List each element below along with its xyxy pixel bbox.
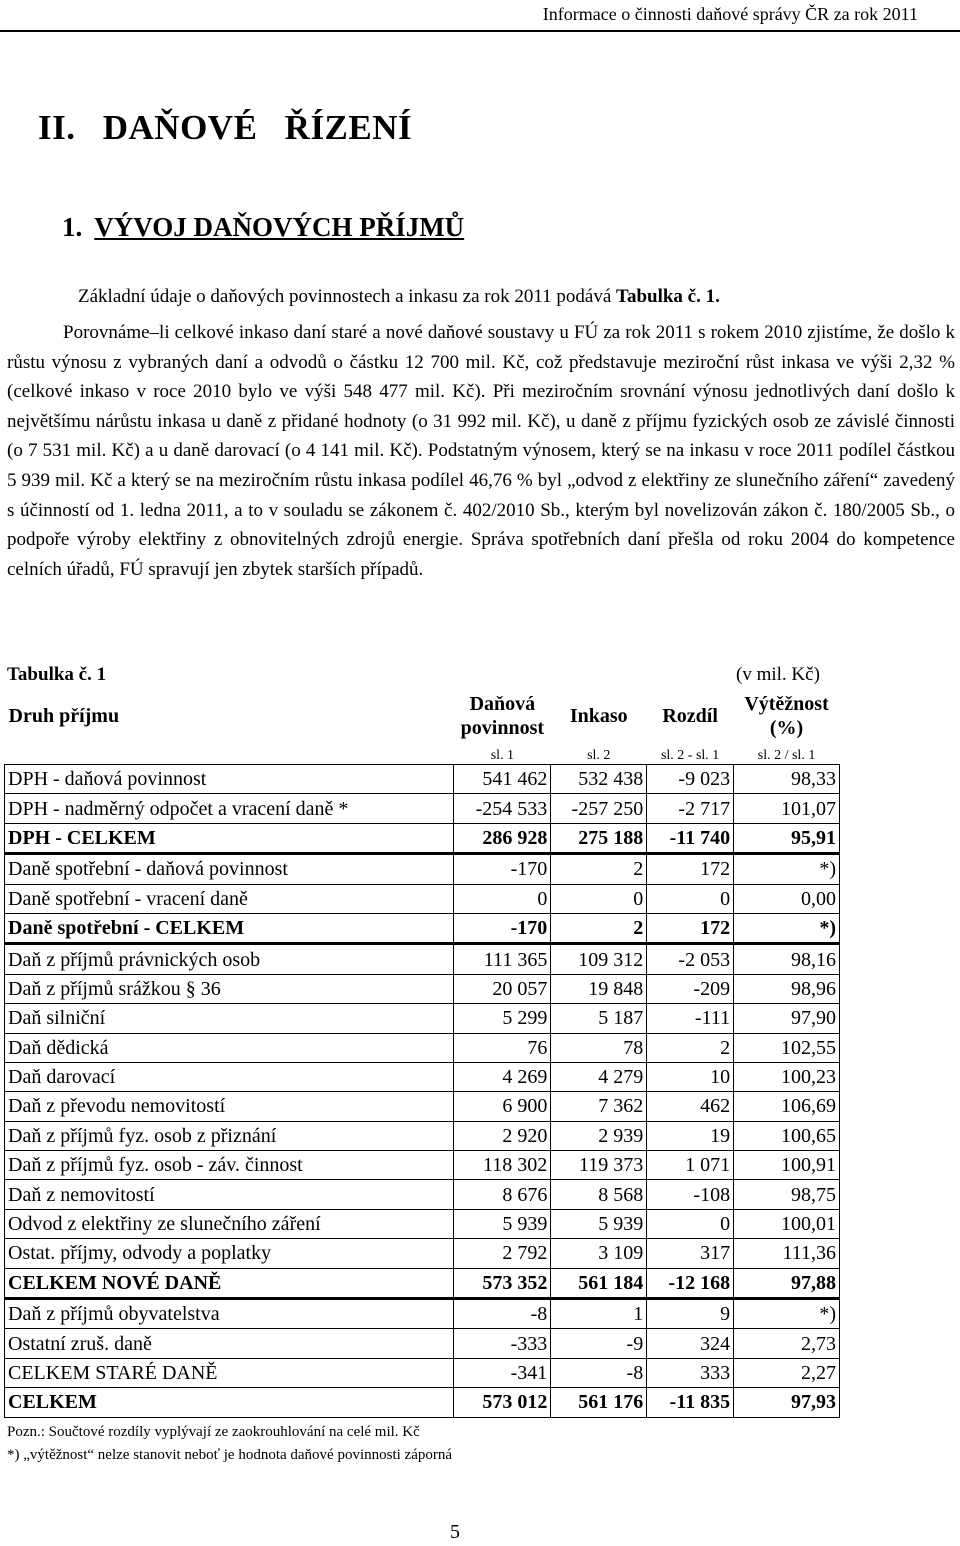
page-number: 5 [450, 1521, 460, 1543]
chapter-title: II. DAŇOVÉ ŘÍZENÍ [38, 108, 413, 147]
cell-inkaso: 3 109 [551, 1239, 647, 1268]
cell-inkaso: 0 [551, 884, 647, 913]
header-col-2: Inkaso [569, 705, 628, 727]
table-row [5, 1121, 840, 1150]
row-label: CELKEM STARÉ DANĚ [5, 1358, 454, 1387]
table-row [5, 944, 840, 974]
intro-line [78, 286, 720, 308]
table-row [5, 1268, 840, 1298]
cell-vyteznost: 95,91 [734, 823, 840, 853]
table-row [5, 1388, 840, 1417]
table-row [5, 913, 840, 943]
row-label: Ostat. příjmy, odvody a poplatky [5, 1239, 454, 1268]
cell-dan-povinnost: 5 299 [454, 1004, 551, 1033]
cell-inkaso: 4 279 [551, 1062, 647, 1091]
tax-revenue-table [4, 688, 840, 1418]
table-row [5, 1209, 840, 1238]
row-label: Odvod z elektřiny ze slunečního záření [5, 1209, 454, 1238]
cell-inkaso: -257 250 [551, 794, 647, 823]
table-row [5, 1033, 840, 1062]
cell-dan-povinnost: 20 057 [454, 974, 551, 1003]
cell-inkaso: 109 312 [551, 944, 647, 974]
row-label: Daň z příjmů srážkou § 36 [5, 974, 454, 1003]
row-label: Daň dědická [5, 1033, 454, 1062]
cell-dan-povinnost: -254 533 [454, 794, 551, 823]
cell-dan-povinnost: 8 676 [454, 1180, 551, 1209]
running-header: Informace o činnosti daňové správy ČR za rok 2011 [542, 4, 918, 24]
table-row [5, 974, 840, 1003]
cell-vyteznost: 98,75 [734, 1180, 840, 1209]
cell-rozdil: -11 740 [647, 823, 734, 853]
table-row [5, 1062, 840, 1091]
cell-rozdil: 333 [647, 1358, 734, 1387]
table-row [5, 1004, 840, 1033]
cell-dan-povinnost: -170 [454, 854, 551, 884]
cell-inkaso: 275 188 [551, 823, 647, 853]
cell-vyteznost: 101,07 [734, 794, 840, 823]
header-row-label: Druh příjmu [8, 704, 120, 727]
section-number: 1. [62, 212, 83, 242]
cell-vyteznost: 102,55 [734, 1033, 840, 1062]
cell-inkaso: 119 373 [551, 1151, 647, 1180]
table-footnote: *) „výtěžnost“ nelze stanovit neboť je hodnota daňové povinnosti záporná [7, 1447, 453, 1463]
cell-dan-povinnost: 573 352 [454, 1268, 551, 1298]
cell-inkaso: 19 848 [551, 974, 647, 1003]
cell-inkaso: 2 939 [551, 1121, 647, 1150]
table-row [5, 1180, 840, 1209]
cell-vyteznost: 2,27 [734, 1358, 840, 1387]
cell-dan-povinnost: 286 928 [454, 823, 551, 853]
cell-vyteznost: 98,96 [734, 974, 840, 1003]
header-sub-4: sl. 2 / sl. 1 [757, 748, 816, 763]
cell-dan-povinnost: 573 012 [454, 1388, 551, 1417]
row-label: CELKEM [5, 1388, 454, 1417]
cell-vyteznost: 97,88 [734, 1268, 840, 1298]
row-label: Daň z převodu nemovitostí [5, 1092, 454, 1121]
cell-dan-povinnost: 5 939 [454, 1209, 551, 1238]
cell-inkaso: 7 362 [551, 1092, 647, 1121]
cell-inkaso: -9 [551, 1329, 647, 1358]
cell-vyteznost: 111,36 [734, 1239, 840, 1268]
section-title: VÝVOJ DAŇOVÝCH PŘÍJMŮ [94, 212, 465, 242]
cell-dan-povinnost: 541 462 [454, 765, 551, 794]
cell-vyteznost: 106,69 [734, 1092, 840, 1121]
cell-rozdil: -108 [647, 1180, 734, 1209]
cell-rozdil: -2 717 [647, 794, 734, 823]
cell-vyteznost: 98,33 [734, 765, 840, 794]
row-label: Daně spotřební - CELKEM [5, 913, 454, 943]
cell-inkaso: 532 438 [551, 765, 647, 794]
row-label: CELKEM NOVÉ DANĚ [5, 1268, 454, 1298]
cell-inkaso: 1 [551, 1299, 647, 1329]
cell-dan-povinnost: -170 [454, 913, 551, 943]
cell-dan-povinnost: -341 [454, 1358, 551, 1387]
cell-inkaso: 5 187 [551, 1004, 647, 1033]
row-label: Daně spotřební - daňová povinnost [5, 854, 454, 884]
cell-rozdil: 19 [647, 1121, 734, 1150]
table-row [5, 765, 840, 794]
header-col-3: Rozdíl [662, 705, 718, 727]
table-row [5, 794, 840, 823]
row-label: Daň z příjmů fyz. osob - záv. činnost [5, 1151, 454, 1180]
cell-dan-povinnost: -333 [454, 1329, 551, 1358]
table-unit: (v mil. Kč) [736, 664, 820, 685]
cell-inkaso: 2 [551, 913, 647, 943]
row-label: Daň darovací [5, 1062, 454, 1091]
intro-text: Základní údaje o daňových povinnostech a inkasu za rok 2011 podává [78, 286, 617, 307]
cell-rozdil: 0 [647, 1209, 734, 1238]
cell-rozdil: -209 [647, 974, 734, 1003]
cell-rozdil: -111 [647, 1004, 734, 1033]
cell-rozdil: 324 [647, 1329, 734, 1358]
table-row [5, 1239, 840, 1268]
cell-rozdil: 10 [647, 1062, 734, 1091]
cell-vyteznost: *) [734, 854, 840, 884]
cell-dan-povinnost: 111 365 [454, 944, 551, 974]
cell-rozdil: 462 [647, 1092, 734, 1121]
cell-vyteznost: 0,00 [734, 884, 840, 913]
header-col-4: Výtěžnost (%) [744, 693, 829, 739]
cell-vyteznost: *) [734, 913, 840, 943]
cell-dan-povinnost: 6 900 [454, 1092, 551, 1121]
table-row [5, 854, 840, 884]
cell-rozdil: -11 835 [647, 1388, 734, 1417]
cell-inkaso: 561 184 [551, 1268, 647, 1298]
row-label: DPH - CELKEM [5, 823, 454, 853]
header-sub-2: sl. 2 [587, 748, 611, 763]
cell-vyteznost: 100,23 [734, 1062, 840, 1091]
row-label: Daň z nemovitostí [5, 1180, 454, 1209]
cell-dan-povinnost: 2 920 [454, 1121, 551, 1150]
cell-rozdil: 2 [647, 1033, 734, 1062]
row-label: DPH - daňová povinnost [5, 765, 454, 794]
cell-rozdil: -12 168 [647, 1268, 734, 1298]
cell-dan-povinnost: 118 302 [454, 1151, 551, 1180]
cell-rozdil: 172 [647, 854, 734, 884]
header-rule [0, 30, 960, 32]
cell-dan-povinnost: 2 792 [454, 1239, 551, 1268]
table-caption: Tabulka č. 1 [7, 664, 107, 685]
cell-inkaso: 5 939 [551, 1209, 647, 1238]
section-heading [62, 212, 464, 243]
cell-vyteznost: 100,91 [734, 1151, 840, 1180]
table-row [5, 884, 840, 913]
header-sub-1: sl. 1 [490, 748, 515, 763]
cell-dan-povinnost: 4 269 [454, 1062, 551, 1091]
table-row [5, 1151, 840, 1180]
table-row [5, 1358, 840, 1387]
row-label: Daň z příjmů fyz. osob z přiznání [5, 1121, 454, 1150]
cell-vyteznost: *) [734, 1299, 840, 1329]
header-sub-3: sl. 2 - sl. 1 [660, 748, 720, 763]
cell-vyteznost: 97,93 [734, 1388, 840, 1417]
row-label: Daň z příjmů právnických osob [5, 944, 454, 974]
cell-inkaso: 78 [551, 1033, 647, 1062]
cell-inkaso: 2 [551, 854, 647, 884]
cell-vyteznost: 97,90 [734, 1004, 840, 1033]
row-label: DPH - nadměrný odpočet a vracení daně * [5, 794, 454, 823]
cell-rozdil: 1 071 [647, 1151, 734, 1180]
cell-rozdil: 0 [647, 884, 734, 913]
header-col-1: Daňová povinnost [460, 693, 545, 739]
intro-table-ref: Tabulka č. 1. [616, 286, 720, 307]
cell-vyteznost: 98,16 [734, 944, 840, 974]
cell-rozdil: 317 [647, 1239, 734, 1268]
cell-inkaso: 8 568 [551, 1180, 647, 1209]
cell-inkaso: 561 176 [551, 1388, 647, 1417]
row-label: Ostatní zruš. daně [5, 1329, 454, 1358]
body-paragraph: Porovnáme–li celkové inkaso daní staré a nové daňové soustavy u FÚ za rok 2011 s rokem 2010 zjistíme, že došlo k růstu výnosu z vybraných daní a odvodů o částku 12 700 mil. Kč, což představuje meziroční růst inkasa ve výši 2,32 % (celkové inkaso v roce 2010 bylo ve výši 548 477 mil. Kč). Při meziročním srovnání výnosu jednotlivých daní došlo k největšímu nárůstu inkasa u daně z přidané hodnoty (o 31 992 mil. Kč), u daně z příjmu fyzických osob ze závislé činnosti (o 7 531 mil. Kč) a u daně darovací (o 4 141 mil. Kč). Podstatným výnosem, který se na inkasu v roce 2011 podílel částkou 5 939 mil. Kč a který se na meziročním růstu inkasa podílel 46,76 % byl „odvod z elektřiny ze slunečního záření“ zavedený s účinností od 1. ledna 2011, a to v souladu se zákonem č. 402/2010 Sb., kterým byl novelizován zákon č. 180/2005 Sb., o podpoře výroby elektřiny z obnovitelných zdrojů energie. Správa spotřebních daní přešla od roku 2004 do kompetence celních úřadů, FÚ spravují jen zbytek starších případů. [7, 322, 955, 580]
row-label: Daň silniční [5, 1004, 454, 1033]
cell-dan-povinnost: -8 [454, 1299, 551, 1329]
cell-dan-povinnost: 76 [454, 1033, 551, 1062]
cell-vyteznost: 2,73 [734, 1329, 840, 1358]
cell-rozdil: -2 053 [647, 944, 734, 974]
cell-vyteznost: 100,65 [734, 1121, 840, 1150]
cell-rozdil: 172 [647, 913, 734, 943]
table-note: Pozn.: Součtové rozdíly vyplývají ze zaokrouhlování na celé mil. Kč [7, 1424, 420, 1440]
cell-dan-povinnost: 0 [454, 884, 551, 913]
table-row [5, 1299, 840, 1329]
cell-inkaso: -8 [551, 1358, 647, 1387]
table-row [5, 1329, 840, 1358]
row-label: Daně spotřební - vracení daně [5, 884, 454, 913]
row-label: Daň z příjmů obyvatelstva [5, 1299, 454, 1329]
cell-rozdil: 9 [647, 1299, 734, 1329]
cell-vyteznost: 100,01 [734, 1209, 840, 1238]
table-row [5, 1092, 840, 1121]
cell-rozdil: -9 023 [647, 765, 734, 794]
table-row [5, 823, 840, 853]
